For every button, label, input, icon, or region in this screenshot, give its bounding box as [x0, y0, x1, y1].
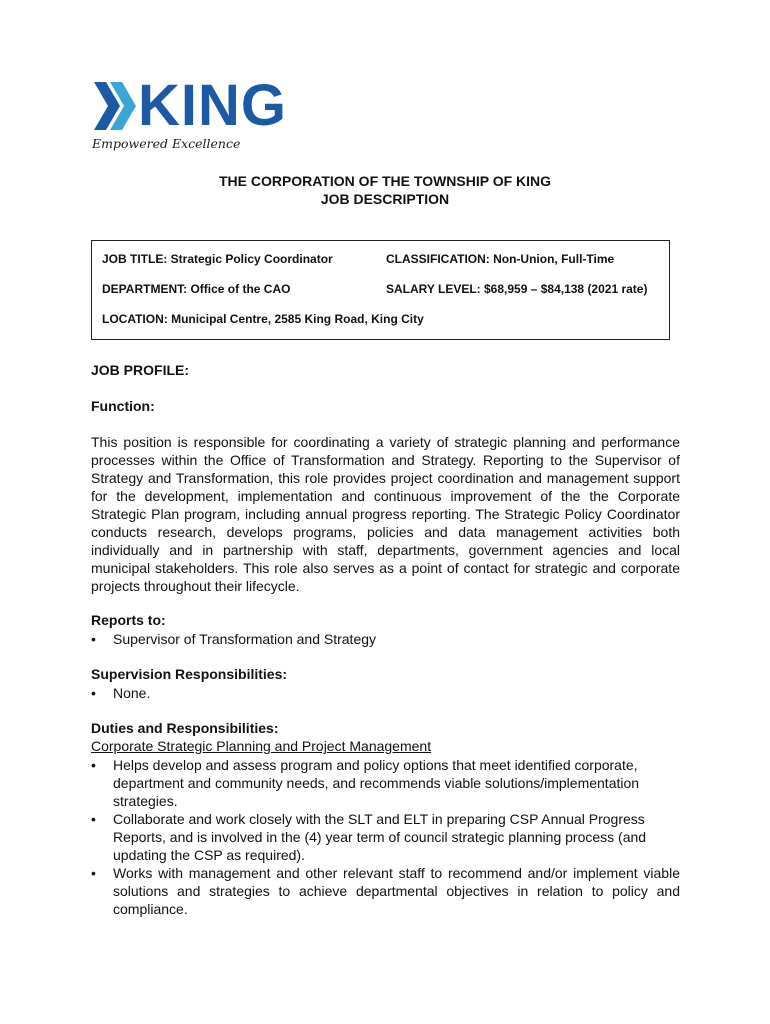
- job-profile-heading: JOB PROFILE:: [91, 362, 190, 378]
- reports-to-item: Supervisor of Transformation and Strategy: [113, 631, 377, 647]
- duties-list: [91, 756, 680, 918]
- classification-field: CLASSIFICATION: Non-Union, Full-Time: [386, 252, 615, 266]
- supervision-item: None.: [113, 685, 151, 701]
- job-title-field: JOB TITLE: Strategic Policy Coordinator: [102, 252, 333, 266]
- logo-wordmark: KING: [138, 73, 287, 138]
- document-title: [0, 172, 770, 208]
- king-logo: [90, 73, 287, 154]
- reports-to-heading: Reports to:: [91, 612, 166, 628]
- duty-item-3: Works with management and other relevant staff to recommend and/or implement viable solutions and strategies to achieve departmental objectives in relation to policy and compliance.: [113, 865, 680, 917]
- list-item: [91, 756, 680, 810]
- duty-item-2: Collaborate and work closely with the SLT and ELT in preparing CSP Annual Progress Reports, and is involved in the (4) year term of council strategic planning process (and updating the CSP as required).: [113, 811, 647, 863]
- bullet-icon: •: [91, 757, 96, 773]
- bullet-icon: •: [91, 631, 96, 647]
- bullet-icon: •: [91, 811, 96, 827]
- bullet-icon: •: [91, 865, 96, 881]
- reports-to-list: [91, 630, 680, 648]
- duties-heading: Duties and Responsibilities:: [91, 720, 279, 736]
- logo-tagline: Empowered Excellence: [92, 136, 241, 151]
- bullet-icon: •: [91, 685, 96, 701]
- department-field: DEPARTMENT: Office of the CAO: [102, 282, 291, 296]
- supervision-heading: Supervision Responsibilities:: [91, 666, 288, 682]
- list-item: [91, 864, 680, 918]
- function-heading: Function:: [91, 398, 155, 414]
- title-line-2: JOB DESCRIPTION: [320, 191, 450, 207]
- salary-field: SALARY LEVEL: $68,959 – $84,138 (2021 rate): [386, 282, 648, 296]
- list-item: [91, 684, 680, 702]
- location-field: LOCATION: Municipal Centre, 2585 King Road, King City: [102, 312, 424, 326]
- list-item: [91, 630, 680, 648]
- job-info-box: [91, 240, 670, 340]
- list-item: [91, 810, 680, 864]
- logo-wordmark-text: [138, 73, 287, 138]
- function-paragraph: This position is responsible for coordinating a variety of strategic planning and performance processes within the Office of Transformation and Strategy. Reporting to the Supervisor of Strategy and Transformation, this role provides project coordination and management support for the development, implementation and continuous improvement of the the Corporate Strategic Plan program, including annual progress reporting. The Strategic Policy Coordinator conducts research, develops programs, policies and data management activities both individually and in partnership with staff, departments, government agencies and local municipal stakeholders. This role also serves as a point of contact for strategic and corporate projects throughout their lifecycle.: [91, 434, 680, 594]
- duty-item-1: Helps develop and assess program and policy options that meet identified corporate, department and community needs, and recommends viable solutions/implementation strategies.: [113, 757, 640, 809]
- supervision-list: [91, 684, 680, 702]
- duties-subheading: Corporate Strategic Planning and Project Management: [91, 738, 432, 754]
- title-line-1: THE CORPORATION OF THE TOWNSHIP OF KING: [218, 173, 552, 189]
